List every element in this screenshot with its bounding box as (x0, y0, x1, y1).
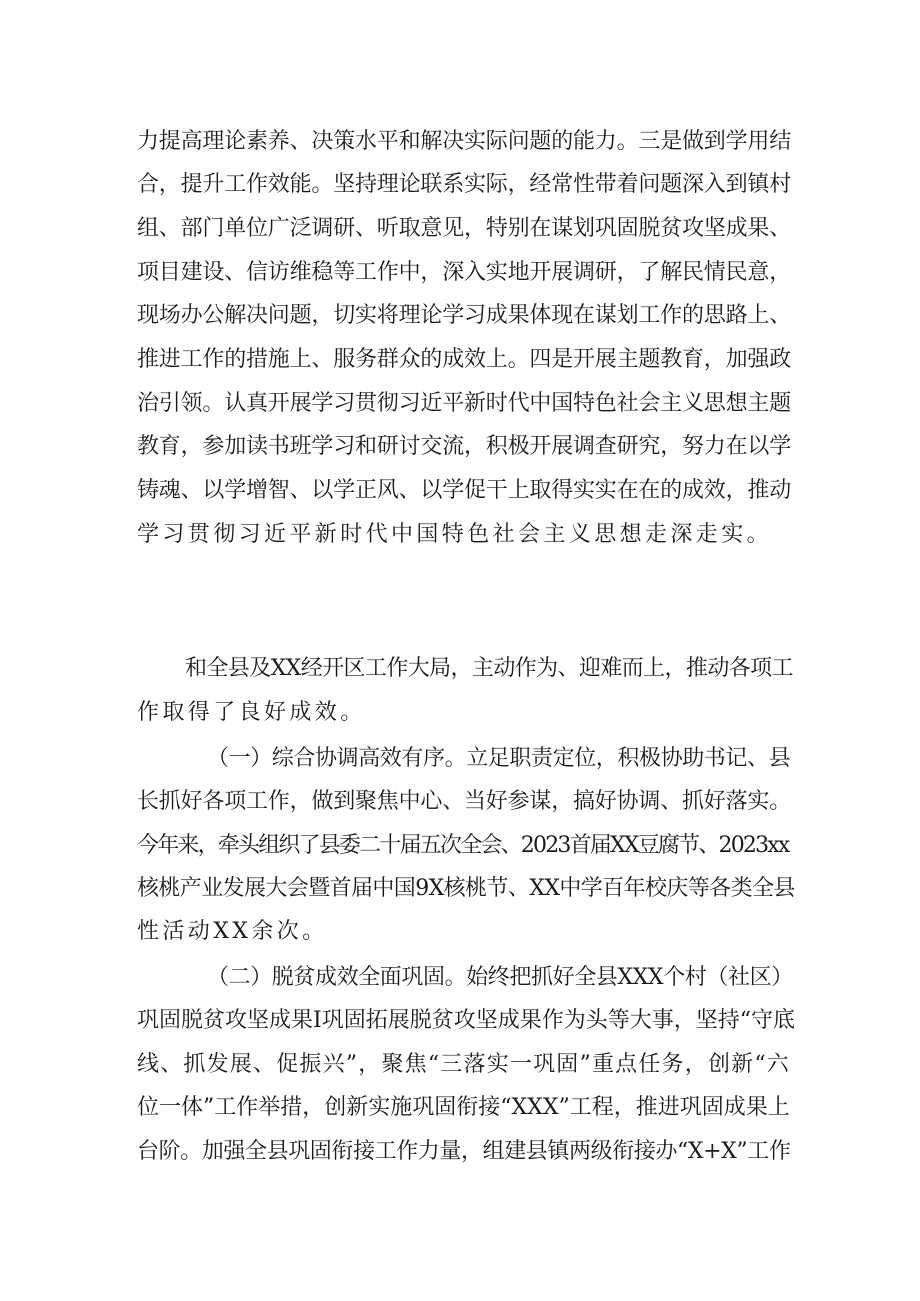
paragraph-line: （一）综合协调高效有序。立足职责定位，积极协助书记、县 (207, 746, 791, 771)
paragraph-line: 学习贯彻习近平新时代中国特色社会主义思想走深走实。 (137, 522, 773, 547)
paragraph-line: 铸魂、以学增智、以学正风、以学促干上取得实实在在的成效，推动 (137, 478, 792, 503)
paragraph-line: 巩固脱贫攻坚成果I巩固拓展脱贫攻坚成果作为头等大事，坚持“守底 (137, 1008, 795, 1033)
paragraph-line: 长抓好各项工作，做到聚焦中心、当好参谋，搞好协调、抓好落实。 (137, 789, 792, 814)
paragraph-line: 治引领。认真开展学习贯彻习近平新时代中国特色社会主义思想主题 (137, 391, 792, 416)
paragraph-line: 项目建设、信访维稳等工作中，深入实地开展调研，了解民情民意， (137, 260, 792, 285)
paragraph-line: 位一体”工作举措，创新实施巩固衔接“XXX”工程，推进巩固成果上 (137, 1095, 790, 1120)
paragraph-line: 和全县及XX经开区工作大局，主动作为、迎难而上，推动各项工 (185, 656, 793, 681)
paragraph-line: （二）脱贫成效全面巩固。始终把抓好全县XXX个村（社区） (207, 965, 793, 990)
paragraph-line: 台阶。加强全县巩固衔接工作力量，组建县镇两级衔接办“X+X”工作 (137, 1139, 791, 1164)
paragraph-line: 教育，参加读书班学习和研讨交流，积极开展调查研究，努力在以学 (137, 434, 792, 459)
paragraph-line: 推进工作的措施上、服务群众的成效上。四是开展主题教育，加强政 (137, 347, 792, 372)
paragraph-line: 今年来，牵头组织了县委二十届五次全会、2023首届XX豆腐节、2023xx (137, 833, 789, 858)
paragraph-line: 力提高理论素养、决策水平和解决实际问题的能力。三是做到学用结 (137, 129, 792, 154)
paragraph-line: 作取得了良好成效。 (137, 700, 366, 725)
paragraph-line: 合，提升工作效能。坚持理论联系实际，经常性带着问题深入到镇村 (137, 172, 792, 197)
paragraph-line: 核桃产业发展大会暨首届中国9X核桃节、XX中学百年校庆等各类全县 (137, 876, 795, 901)
paragraph-line: 现场办公解决问题，切实将理论学习成果体现在谋划工作的思路上、 (137, 303, 792, 328)
paragraph-line: 组、部门单位广泛调研、听取意见，特别在谋划巩固脱贫攻坚成果、 (137, 216, 792, 241)
paragraph-line: 线、抓发展、促振兴”，聚焦“三落实一巩固”重点任务，创新“六 (137, 1052, 790, 1077)
paragraph-line: 性活动XX余次。 (137, 919, 328, 944)
